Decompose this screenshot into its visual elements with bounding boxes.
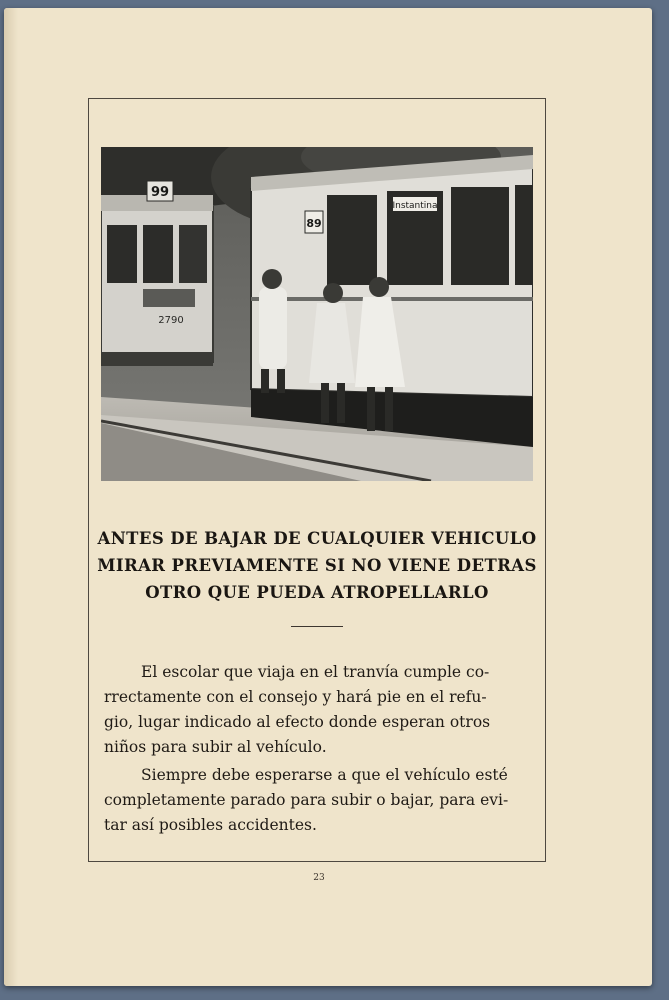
paragraph-2	[104, 763, 532, 838]
tram-right-route-number: 89	[306, 217, 322, 230]
paragraph-2-line-3: tar así posibles accidentes.	[104, 816, 317, 834]
divider-rule	[291, 626, 343, 627]
body-text	[104, 660, 532, 841]
page-number: 23	[313, 873, 325, 883]
headline	[89, 525, 545, 606]
tram-left-route-number: 99	[150, 185, 170, 200]
paragraph-2-line-1: Siempre debe esperarse a que el vehículo esté	[141, 766, 508, 784]
tram-left	[101, 181, 213, 366]
content-frame	[88, 98, 546, 862]
tram-left-fleet-number: 2790	[158, 315, 184, 326]
booklet-page	[4, 8, 652, 986]
paragraph-1-line-4: niños para subir al vehículo.	[104, 738, 327, 756]
paragraph-1-line-1: El escolar que viaja en el tranvía cumple co-	[141, 663, 490, 681]
page-spine-edge	[4, 8, 18, 986]
paragraph-2-line-2: completamente parado para subir o bajar, para evi-	[104, 791, 509, 809]
paragraph-1-line-2: rrectamente con el consejo y hará pie en el refu-	[104, 688, 487, 706]
tram-right-destination: Instantina	[392, 201, 438, 211]
headline-line-2: MIRAR PREVIAMENTE SI NO VIENE DETRAS	[97, 556, 537, 575]
photo-trams-schoolchildren	[101, 147, 533, 481]
photo-illustration	[101, 147, 533, 481]
paragraph-1	[104, 660, 532, 760]
headline-line-1: ANTES DE BAJAR DE CUALQUIER VEHICULO	[97, 529, 537, 548]
paragraph-1-line-3: gio, lugar indicado al efecto donde esperan otros	[104, 713, 491, 731]
headline-line-3: OTRO QUE PUEDA ATROPELLARLO	[145, 583, 489, 602]
